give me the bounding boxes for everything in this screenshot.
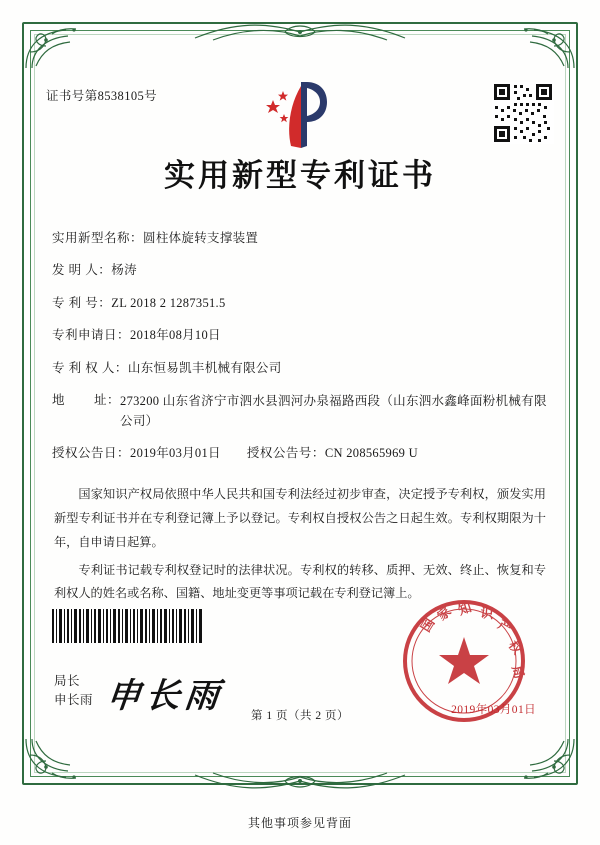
field-value: 山东恒易凯丰机械有限公司 [127, 360, 282, 375]
field-value: 273200 山东省济宁市泗水县泗河办泉福路西段（山东泗水鑫峰面粉机械有限公司） [120, 393, 547, 428]
svg-text:产: 产 [495, 616, 515, 637]
fields-list [46, 229, 554, 463]
field-value: 杨涛 [111, 263, 137, 278]
director-label: 局长 [54, 674, 81, 688]
field-key: 专 利 号： [52, 295, 112, 310]
field-row [52, 261, 550, 280]
field-row-address [52, 391, 550, 431]
field-row [52, 229, 550, 248]
svg-text:知: 知 [456, 599, 474, 618]
field-key: 发 明 人： [52, 263, 112, 278]
handwritten-signature: 申长雨 [104, 678, 226, 715]
field-key: 专利申请日： [52, 328, 131, 343]
legal-text [46, 483, 554, 606]
footer-note: 其他事项参见背面 [247, 816, 352, 830]
certificate-content [46, 56, 554, 761]
page-number: 第 1 页（共 2 页） [251, 710, 349, 722]
director-name: 申长雨 [54, 692, 94, 707]
field-value: ZL 2018 2 1287351.5 [111, 295, 226, 310]
signature-labels [54, 668, 93, 710]
svg-text:识: 识 [479, 605, 495, 622]
field-value: 圆柱体旋转支撑装置 [143, 231, 259, 245]
grant-publication-value: CN 208565969 U [324, 445, 418, 460]
seal-date: 2019年03月01日 [451, 704, 536, 716]
grant-publication-key: 授权公告号： [246, 445, 325, 460]
field-key: 专 利 权 人： [52, 360, 128, 375]
certificate-number: 证书号第8538105号 [46, 89, 158, 103]
svg-text:家: 家 [434, 603, 454, 624]
field-row [52, 359, 550, 378]
svg-text:权: 权 [505, 637, 526, 658]
paragraph: 专利证书记载专利权登记时的法律状况。专利权的转移、质押、无效、终止、恢复和专利权人的姓名或名称、国籍、地址变更等事项记载在专利登记簿上。 [54, 562, 546, 601]
qr-code-icon [492, 82, 554, 144]
grant-date-key: 授权公告日： [52, 445, 131, 460]
field-key: 地 址： [52, 392, 121, 407]
svg-text:局: 局 [509, 663, 528, 681]
field-row-grant [52, 444, 550, 463]
barcode-icon [52, 609, 202, 643]
field-key: 实用新型名称： [52, 231, 144, 245]
svg-text:国: 国 [417, 615, 438, 635]
field-value: 2018年08月10日 [130, 328, 221, 343]
page-title: 实用新型专利证书 [164, 158, 436, 193]
field-row [52, 326, 550, 345]
cnipa-logo-icon [257, 78, 343, 154]
field-row [52, 294, 550, 313]
grant-date-value: 2019年03月01日 [130, 445, 221, 460]
paragraph: 国家知识产权局依照中华人民共和国专利法经过初步审查，决定授予专利权，颁发实用新型专利证书并在专利登记簿上予以登记。专利权自授权公告之日起生效。专利权期限为十年，自申请日起算。 [54, 487, 546, 549]
